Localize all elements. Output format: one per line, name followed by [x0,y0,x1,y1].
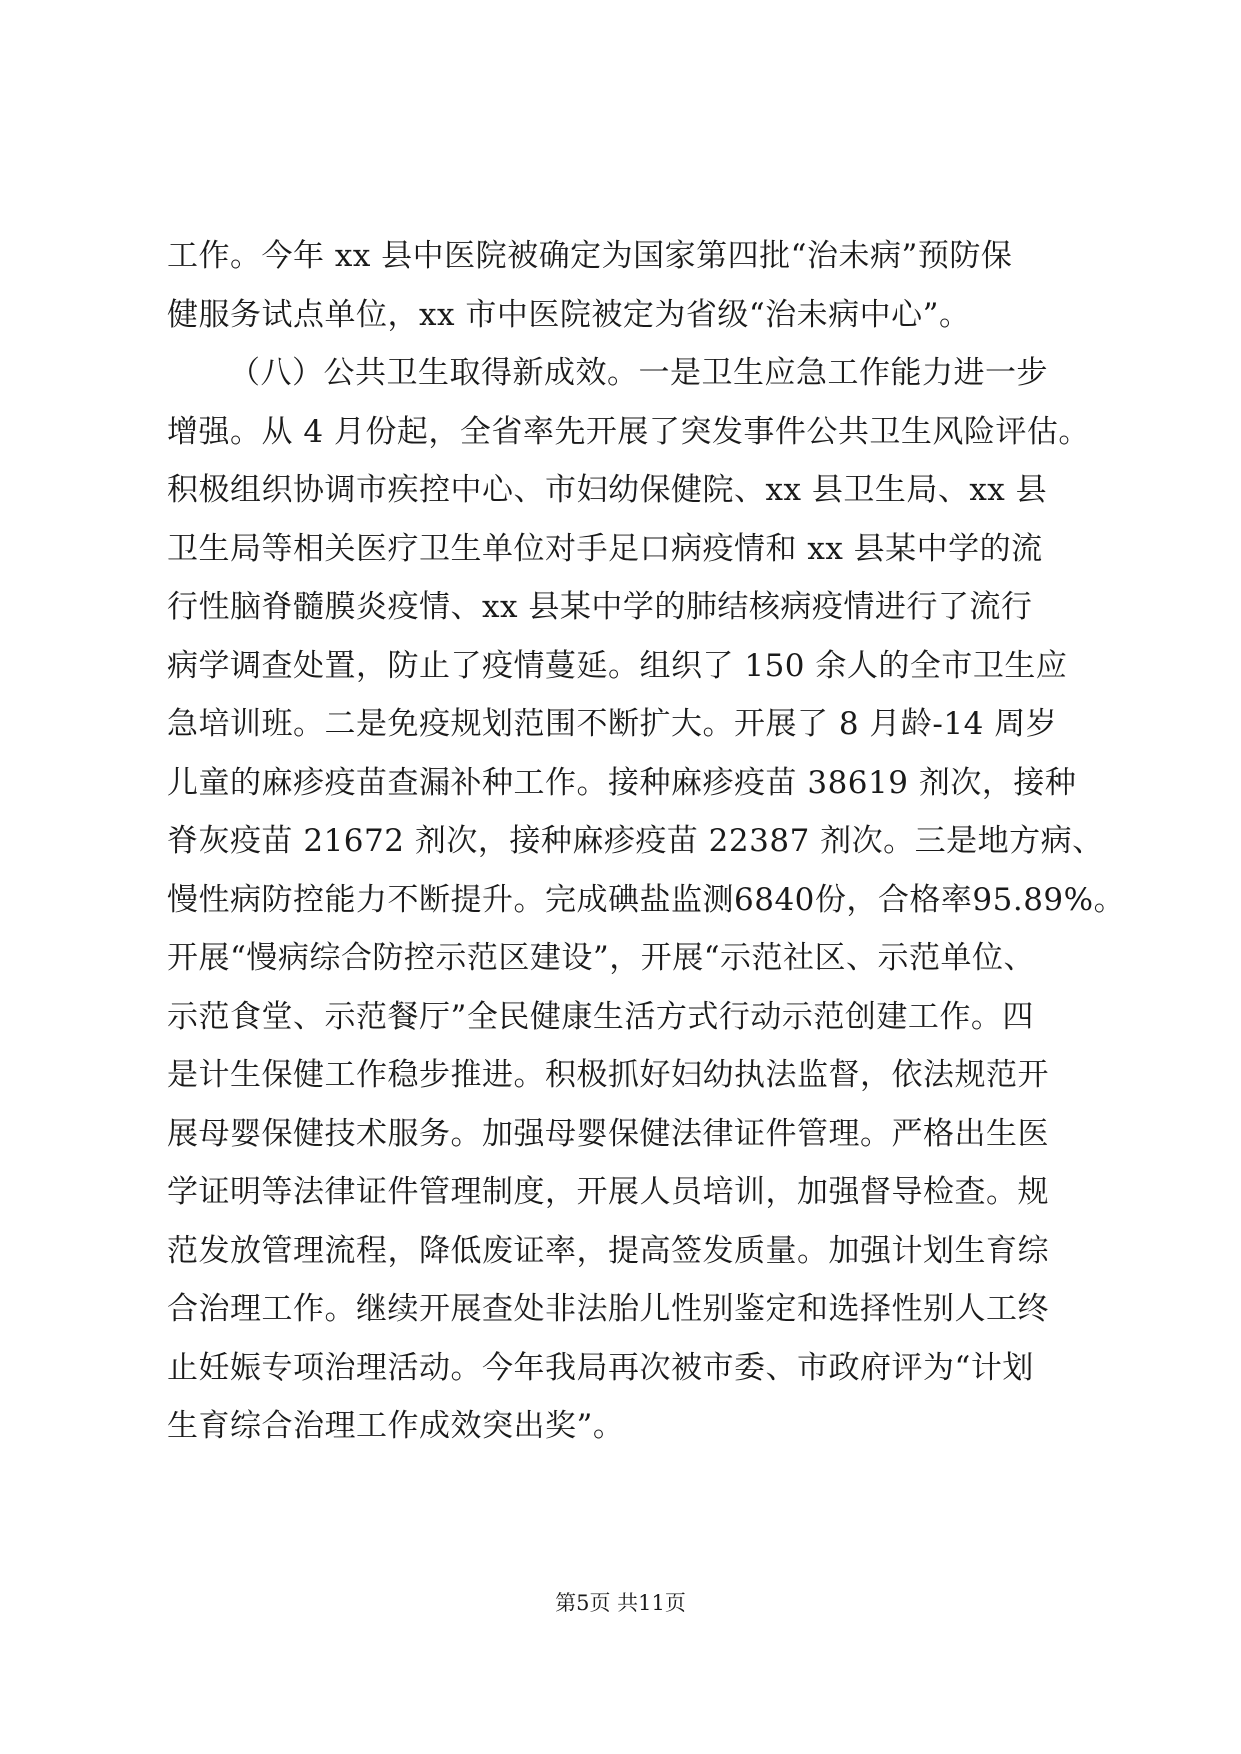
text-line: 学证明等法律证件管理制度，开展人员培训，加强督导检查。规 [167,1174,1049,1210]
text-line: 增强。从 4 月份起，全省率先开展了突发事件公共卫生风险评估。 [167,413,1090,450]
text-line: 积极组织协调市疾控中心、市妇幼保健院、xx 县卫生局、xx 县 [167,472,1048,508]
text-line: 工作。今年 xx 县中医院被确定为国家第四批“治未病”预防保 [167,238,1013,274]
text-line: 止妊娠专项治理活动。今年我局再次被市委、市政府评为“计划 [167,1349,1034,1386]
text-line: 健服务试点单位，xx 市中医院被定为省级“治未病中心”。 [167,296,971,333]
text-line: 生育综合治理工作成效突出奖”。 [167,1408,625,1444]
text-line: 儿童的麻疹疫苗查漏补种工作。接种麻疹疫苗 38619 剂次，接种 [167,764,1077,801]
text-line: 急培训班。二是免疫规划范围不断扩大。开展了 8 月龄-14 周岁 [167,706,1058,742]
page-footer: 第5页 共11页 [555,1591,686,1615]
text-line: 慢性病防控能力不断提升。完成碘盐监测6840份，合格率95.89%。 [167,881,1126,918]
text-line: 合治理工作。继续开展查处非法胎儿性别鉴定和选择性别人工终 [167,1291,1049,1327]
text-line: 是计生保健工作稳步推进。积极抓好妇幼执法监督，依法规范开 [167,1057,1049,1093]
text-line: 开展“慢病综合防控示范区建设”，开展“示范社区、示范单位、 [167,940,1036,976]
text-line: 病学调查处置，防止了疫情蔓延。组织了 150 余人的全市卫生应 [167,647,1068,684]
text-line: 行性脑脊髓膜炎疫情、xx 县某中学的肺结核病疫情进行了流行 [167,589,1033,625]
text-line: 展母婴保健技术服务。加强母婴保健法律证件管理。严格出生医 [167,1115,1049,1152]
text-line: 卫生局等相关医疗卫生单位对手足口病疫情和 xx 县某中学的流 [167,530,1043,567]
text-line: 示范食堂、示范餐厅”全民健康生活方式行动示范创建工作。四 [167,998,1034,1035]
text-line: 脊灰疫苗 21672 剂次，接种麻疹疫苗 22387 剂次。三是地方病、 [167,823,1104,859]
text-line: （八）公共卫生取得新成效。一是卫生应急工作能力进一步 [229,355,1048,391]
body-text [167,227,1126,1456]
text-line: 范发放管理流程，降低废证率，提高签发质量。加强计划生育综 [167,1232,1049,1269]
